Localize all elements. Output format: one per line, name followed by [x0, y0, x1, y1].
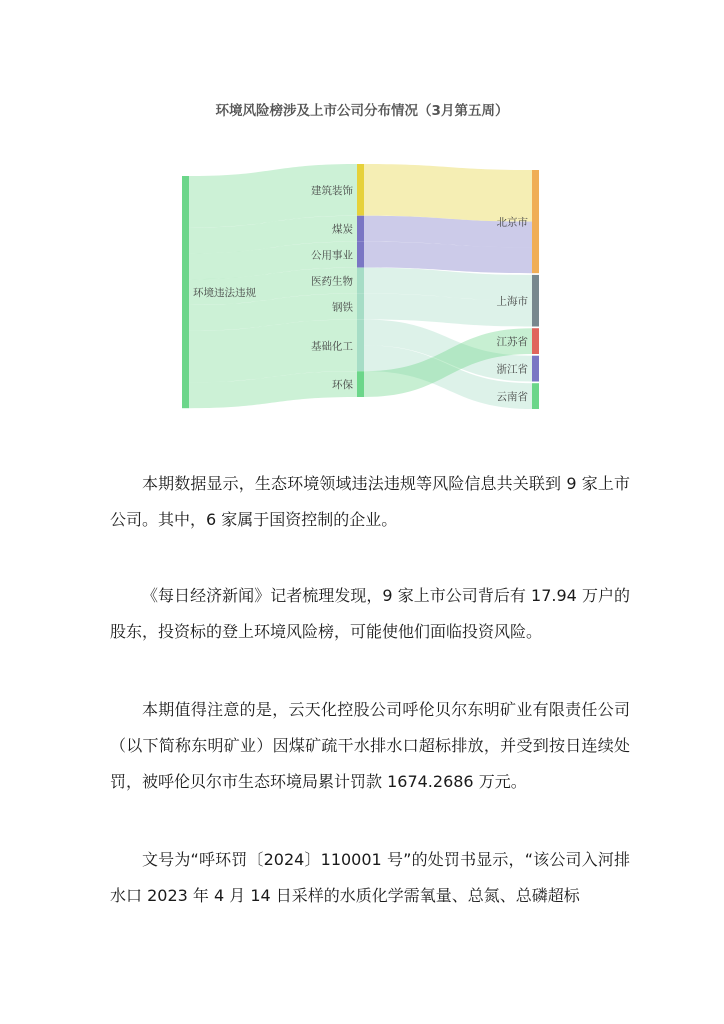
label-region-0: 北京市	[496, 216, 528, 229]
node-industry-0	[357, 164, 364, 216]
label-region-3: 浙江省	[496, 363, 528, 376]
link-7	[364, 164, 532, 222]
node-region-3	[532, 356, 539, 382]
label-industry-1: 煤炭	[332, 223, 353, 236]
node-region-1	[532, 275, 539, 327]
node-source	[182, 176, 189, 408]
label-industry-5: 基础化工	[311, 340, 353, 353]
article-paragraph-4: 文号为“呼环罚〔2024〕110001 号”的处罚书显示，“该公司入河排水口 2023 年 4 月 14 日采样的水质化学需氧量、总氮、总磷超标	[110, 850, 630, 905]
label-region-1: 上海市	[496, 295, 528, 308]
sankey-chart	[0, 0, 724, 440]
label-industry-2: 公用事业	[311, 249, 353, 262]
article-paragraph-2: 《每日经济新闻》记者梳理发现，9 家上市公司背后有 17.94 万户的股东，投资标的登上环境风险榜，可能使他们面临投资风险。	[110, 586, 630, 641]
article-paragraph-3: 本期值得注意的是，云天化控股公司呼伦贝尔东明矿业有限责任公司（以下简称东明矿业）因煤矿疏干水排水口超标排放，并受到按日连续处罚，被呼伦贝尔市生态环境局累计罚款 1674.2686 万元。	[110, 700, 630, 791]
node-region-0	[532, 170, 539, 273]
node-industry-4	[357, 294, 364, 320]
label-industry-6: 环保	[332, 379, 353, 392]
label-industry-4: 钢铁	[332, 301, 353, 314]
article-paragraph-1: 本期数据显示，生态环境领域违法违规等风险信息共关联到 9 家上市公司。其中，6 家属于国资控制的企业。	[110, 474, 630, 529]
label-source: 环境违法违规	[193, 287, 256, 300]
node-industry-2	[357, 242, 364, 268]
chart-title: 环境风险榜涉及上市公司分布情况（3月第五周）	[215, 103, 509, 119]
node-industry-1	[357, 216, 364, 242]
node-industry-6	[357, 371, 364, 397]
node-industry-3	[357, 268, 364, 294]
node-region-2	[532, 328, 539, 354]
label-region-4: 云南省	[496, 391, 528, 404]
label-region-2: 江苏省	[496, 336, 528, 349]
node-industry-5	[357, 319, 364, 371]
label-industry-0: 建筑装饰	[311, 184, 353, 197]
node-region-4	[532, 383, 539, 409]
label-industry-3: 医药生物	[311, 275, 353, 288]
